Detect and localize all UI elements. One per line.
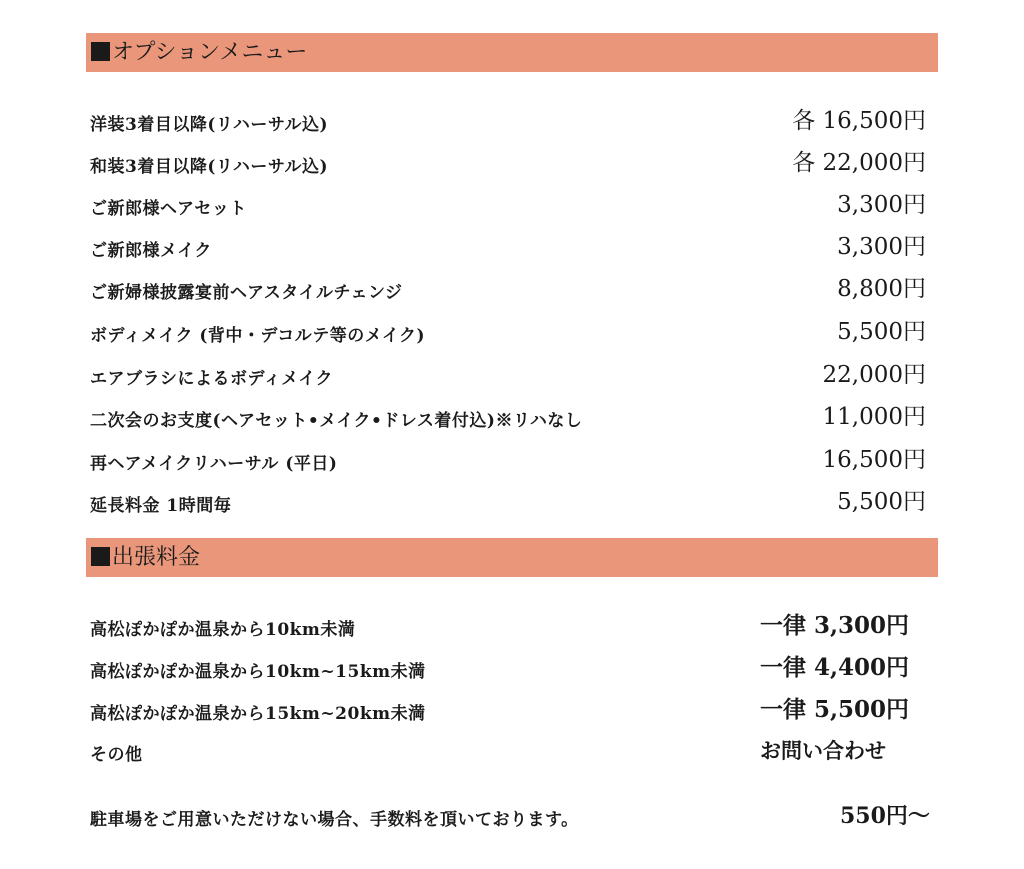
- option-item-price: 8,800円: [837, 276, 926, 302]
- black-square-icon: [91, 42, 110, 61]
- option-menu-title: オプションメニュー: [91, 33, 307, 72]
- option-item-price: 3,300円: [837, 192, 926, 218]
- option-item-label: 洋装3着目以降(リハーサル込): [90, 115, 329, 135]
- option-item: [90, 482, 926, 522]
- travel-fee-label: 高松ぽかぽか温泉から10km~15km未満: [90, 662, 426, 682]
- option-item-price: 各 16,500円: [792, 108, 926, 134]
- option-item-price: 16,500円: [822, 447, 926, 473]
- travel-fee-label: その他: [90, 745, 143, 765]
- travel-fee-item: [90, 690, 910, 730]
- option-item-label: 二次会のお支度(ヘアセット•メイク•ドレス着付込)※リハなし: [90, 411, 583, 431]
- option-item: [90, 355, 926, 395]
- option-item-label: ご新婦様披露宴前ヘアスタイルチェンジ: [90, 283, 403, 303]
- option-item-price: 各 22,000円: [792, 150, 926, 176]
- option-item: [90, 185, 926, 225]
- option-item-label: 和装3着目以降(リハーサル込): [90, 157, 329, 177]
- travel-fee-item: [90, 731, 910, 771]
- option-item-label: ご新郎様ヘアセット: [90, 199, 247, 219]
- option-item-label: ボディメイク (背中・デコルテ等のメイク): [90, 326, 426, 346]
- option-item-label: エアブラシによるボディメイク: [90, 369, 333, 389]
- travel-fee-label: 高松ぽかぽか温泉から15km~20km未満: [90, 704, 426, 724]
- black-square-icon: [91, 547, 110, 566]
- option-item-price: 5,500円: [837, 489, 926, 515]
- travel-fee-item: [90, 606, 910, 646]
- travel-fee-price: 一律 3,300円: [760, 612, 910, 639]
- travel-fee-price: 一律 5,500円: [760, 696, 910, 723]
- travel-fee-price: 一律 4,400円: [760, 654, 910, 681]
- option-item: [90, 227, 926, 267]
- parking-fee-row: [90, 796, 930, 836]
- travel-fee-header: [86, 538, 938, 577]
- option-item-price: 5,500円: [837, 319, 926, 345]
- option-item-price: 11,000円: [822, 404, 926, 430]
- option-item: [90, 440, 926, 480]
- option-item-label: 延長料金 1時間毎: [90, 496, 232, 516]
- travel-fee-item: [90, 648, 910, 688]
- travel-fee-title: 出張料金: [91, 538, 200, 577]
- parking-fee-label: 駐車場をご用意いただけない場合、手数料を頂いております。: [90, 810, 579, 830]
- option-item: [90, 101, 926, 141]
- option-item-label: 再ヘアメイクリハーサル (平日): [90, 454, 338, 474]
- option-item: [90, 312, 926, 352]
- parking-fee-price: 550円〜: [840, 803, 930, 829]
- option-item-price: 22,000円: [822, 362, 926, 388]
- travel-fee-label: 高松ぽかぽか温泉から10km未満: [90, 620, 356, 640]
- option-menu-header: [86, 33, 938, 72]
- option-item: [90, 397, 926, 437]
- option-item: [90, 269, 926, 309]
- option-item: [90, 143, 926, 183]
- option-item-label: ご新郎様メイク: [90, 241, 212, 261]
- option-item-price: 3,300円: [837, 234, 926, 260]
- travel-fee-price: お問い合わせ: [760, 738, 886, 763]
